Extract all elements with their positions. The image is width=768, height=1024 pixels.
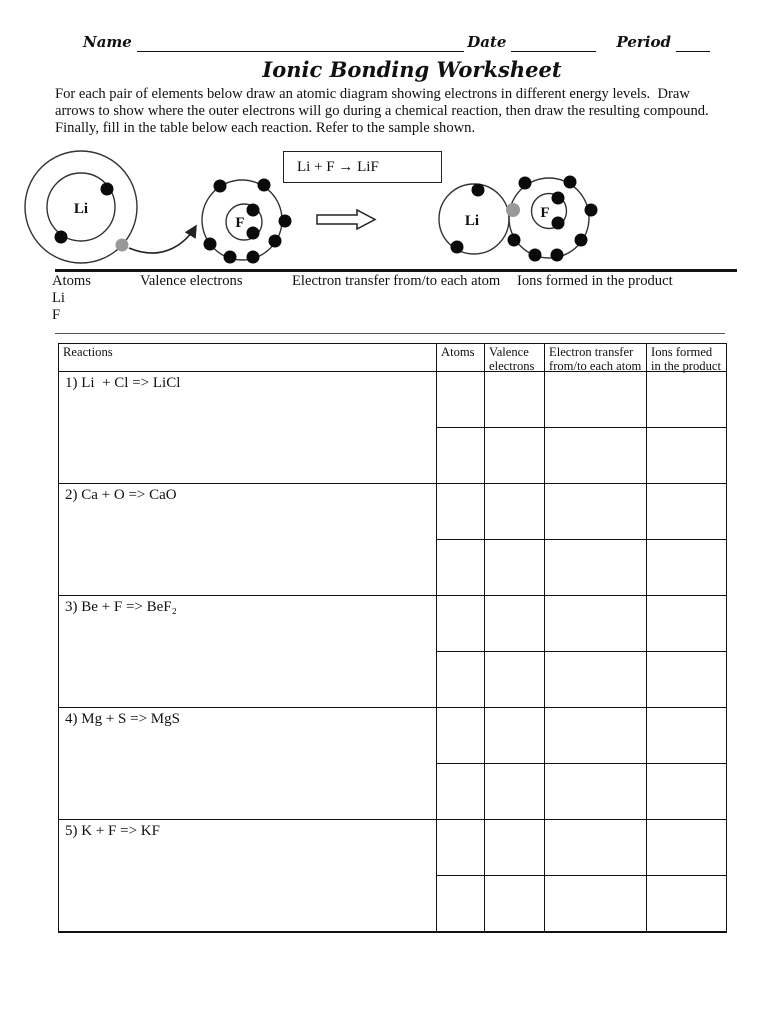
answer-cell-valence <box>484 484 544 540</box>
reactions-table <box>58 343 727 933</box>
sample-transfer-label: Electron transfer from/to each atom <box>292 273 501 289</box>
answer-cell-ions <box>646 596 726 652</box>
answer-cell-valence <box>484 876 544 932</box>
electron-dot <box>247 251 260 264</box>
answer-cell-ions <box>646 876 726 932</box>
product-li-symbol: Li <box>464 213 480 229</box>
sample-atom-li: Li <box>52 290 65 306</box>
answer-cell-valence <box>484 652 544 708</box>
reaction-label: 3) Be + F => BeF₂ <box>59 596 436 708</box>
f-symbol: F <box>235 215 245 231</box>
sample-atom-f: F <box>52 307 61 323</box>
answer-cell-valence <box>484 764 544 820</box>
electron-dot <box>247 227 260 240</box>
answer-cell-valence <box>484 708 544 764</box>
answer-cell-atoms <box>436 372 484 428</box>
col-header-ions: Ions formed in the product <box>646 344 726 372</box>
electron-dot <box>214 180 227 193</box>
sample-atoms-label: Atoms <box>52 273 91 289</box>
sample-equation-box: Li + F → LiF <box>283 151 442 183</box>
product-f-symbol: F <box>540 205 550 221</box>
reaction-label: 2) Ca + O => CaO <box>59 484 436 596</box>
reaction-label: 5) K + F => KF <box>59 820 436 932</box>
electron-dot <box>585 204 598 217</box>
section-divider <box>55 269 737 272</box>
answer-cell-atoms <box>436 484 484 540</box>
answer-cell-ions <box>646 484 726 540</box>
electron-dot <box>101 183 114 196</box>
answer-cell-transfer <box>544 764 646 820</box>
electron-dot <box>55 231 68 244</box>
electron-dot <box>575 234 588 247</box>
electron-dot <box>552 217 565 230</box>
date-blank-line <box>511 33 596 52</box>
col-header-valence: Valence electrons <box>484 344 544 372</box>
page-title: Ionic Bonding Worksheet <box>262 57 562 82</box>
electron-transfer-arrow <box>129 226 196 253</box>
electron-dot <box>472 184 485 197</box>
answer-cell-atoms <box>436 428 484 484</box>
instructions-line-3: Finally, fill in the table below each reaction. Refer to the sample shown. <box>55 119 476 136</box>
instructions-line-2: arrows to show where the outer electrons will go during a chemical reaction, then draw the resulting compound. <box>55 102 709 119</box>
period-blank-line <box>676 33 710 52</box>
electron-dot <box>204 238 217 251</box>
answer-cell-transfer <box>544 484 646 540</box>
date-label: Date <box>467 33 507 51</box>
transferred-electron-dot <box>116 239 129 252</box>
electron-dot <box>269 235 282 248</box>
answer-cell-valence <box>484 372 544 428</box>
answer-cell-transfer <box>544 428 646 484</box>
answer-cell-transfer <box>544 876 646 932</box>
answer-cell-atoms <box>436 708 484 764</box>
electron-dot <box>564 176 577 189</box>
answer-cell-valence <box>484 596 544 652</box>
sample-answer-row <box>0 273 768 331</box>
li-symbol: Li <box>73 201 89 217</box>
answer-cell-atoms <box>436 596 484 652</box>
answer-cell-valence <box>484 428 544 484</box>
answer-cell-ions <box>646 820 726 876</box>
answer-cell-ions <box>646 652 726 708</box>
reaction-label: 4) Mg + S => MgS <box>59 708 436 820</box>
sample-ions-label: Ions formed in the product <box>517 273 673 289</box>
electron-dot <box>551 249 564 262</box>
electron-dot <box>552 192 565 205</box>
answer-cell-atoms <box>436 820 484 876</box>
answer-cell-transfer <box>544 708 646 764</box>
electron-dot <box>258 179 271 192</box>
answer-cell-atoms <box>436 652 484 708</box>
electron-dot <box>451 241 464 254</box>
name-blank-line <box>137 33 464 52</box>
electron-dot <box>279 215 292 228</box>
name-date-period-line <box>83 30 710 52</box>
answer-cell-ions <box>646 372 726 428</box>
answer-cell-atoms <box>436 540 484 596</box>
instructions-line-1: For each pair of elements below draw an atomic diagram showing electrons in different energy levels. Draw <box>55 86 690 102</box>
reaction-arrow-icon <box>317 210 375 229</box>
table-top-rule <box>55 333 725 334</box>
name-label: Name <box>83 33 132 51</box>
instructions-paragraph <box>55 86 755 136</box>
transferred-electron-dot <box>506 203 520 217</box>
answer-cell-ions <box>646 540 726 596</box>
answer-cell-ions <box>646 764 726 820</box>
answer-cell-valence <box>484 820 544 876</box>
answer-cell-transfer <box>544 652 646 708</box>
answer-cell-atoms <box>436 764 484 820</box>
answer-cell-transfer <box>544 596 646 652</box>
electron-dot <box>247 204 260 217</box>
answer-cell-transfer <box>544 820 646 876</box>
col-header-transfer: Electron transfer from/to each atom <box>544 344 646 372</box>
period-label: Period <box>616 33 671 51</box>
answer-cell-atoms <box>436 876 484 932</box>
electron-dot <box>519 177 532 190</box>
reaction-label: 1) Li + Cl => LiCl <box>59 372 436 484</box>
answer-cell-valence <box>484 540 544 596</box>
electron-dot <box>508 234 521 247</box>
sample-valence-label: Valence electrons <box>140 273 243 289</box>
col-header-reactions: Reactions <box>59 344 436 372</box>
col-header-atoms: Atoms <box>436 344 484 372</box>
answer-cell-transfer <box>544 372 646 428</box>
answer-cell-transfer <box>544 540 646 596</box>
electron-dot <box>529 249 542 262</box>
answer-cell-ions <box>646 708 726 764</box>
answer-cell-ions <box>646 428 726 484</box>
electron-dot <box>224 251 237 264</box>
